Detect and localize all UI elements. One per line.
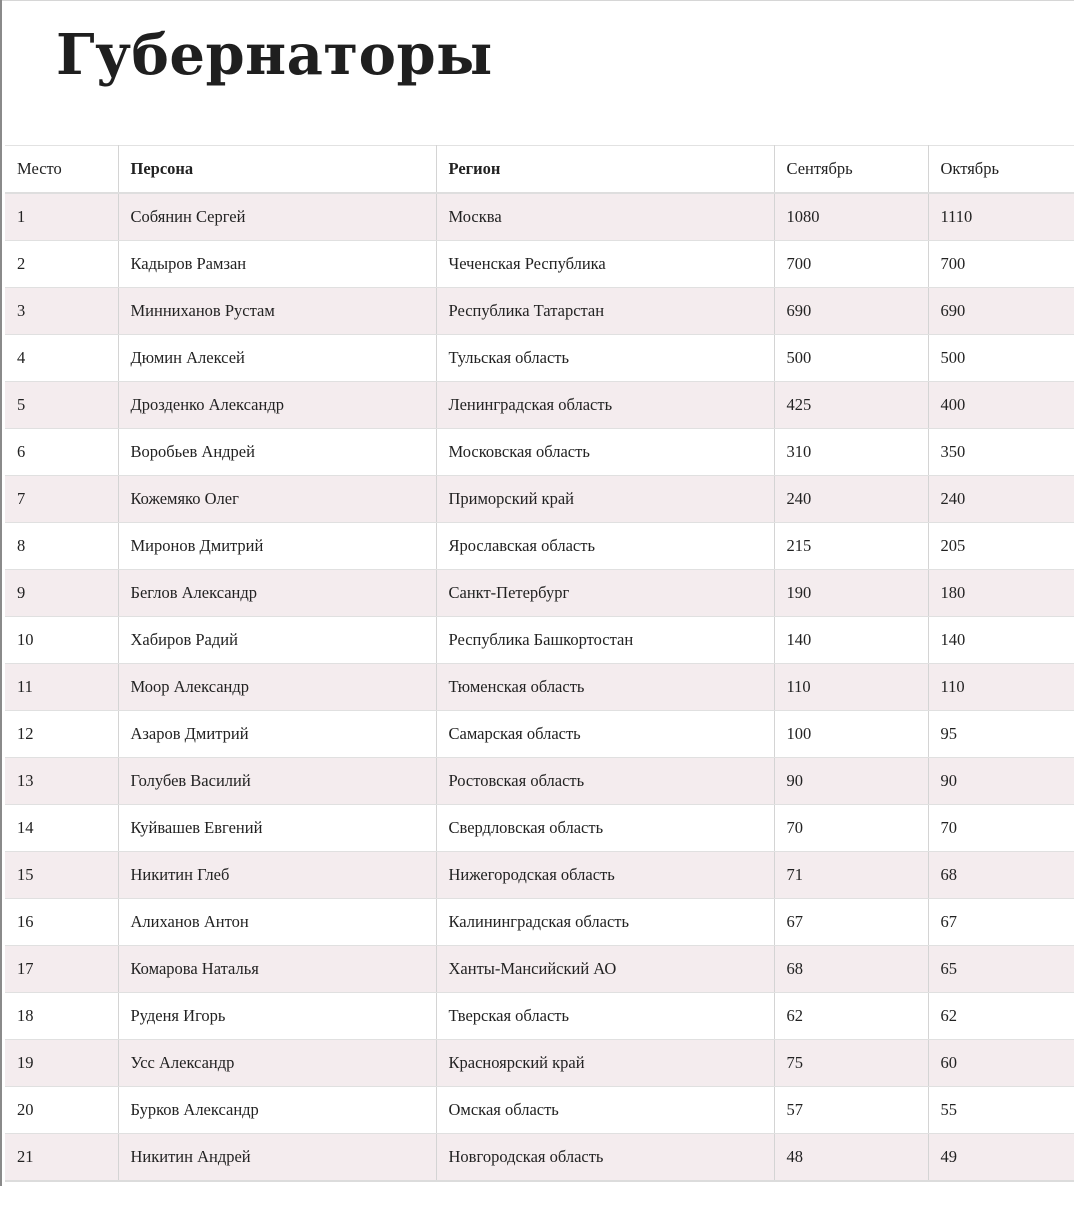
cell-october: 65 xyxy=(928,946,1074,993)
cell-october: 95 xyxy=(928,711,1074,758)
cell-region: Самарская область xyxy=(436,711,774,758)
table-row xyxy=(5,899,1074,946)
cell-october: 205 xyxy=(928,523,1074,570)
cell-october: 700 xyxy=(928,241,1074,288)
cell-october: 68 xyxy=(928,852,1074,899)
cell-october: 1110 xyxy=(928,193,1074,241)
table-row xyxy=(5,805,1074,852)
cell-september: 110 xyxy=(774,664,928,711)
cell-place: 19 xyxy=(5,1040,118,1087)
cell-region: Республика Башкортостан xyxy=(436,617,774,664)
cell-september: 1080 xyxy=(774,193,928,241)
cell-september: 215 xyxy=(774,523,928,570)
cell-person: Руденя Игорь xyxy=(118,993,436,1040)
cell-october: 110 xyxy=(928,664,1074,711)
cell-october: 240 xyxy=(928,476,1074,523)
cell-region: Санкт-Петербург xyxy=(436,570,774,617)
table-row xyxy=(5,617,1074,664)
cell-region: Москва xyxy=(436,193,774,241)
cell-person: Минниханов Рустам xyxy=(118,288,436,335)
cell-september: 75 xyxy=(774,1040,928,1087)
cell-place: 18 xyxy=(5,993,118,1040)
table-row xyxy=(5,664,1074,711)
cell-person: Хабиров Радий xyxy=(118,617,436,664)
cell-person: Никитин Глеб xyxy=(118,852,436,899)
table-row xyxy=(5,993,1074,1040)
cell-october: 70 xyxy=(928,805,1074,852)
table-row xyxy=(5,193,1074,241)
cell-region: Красноярский край xyxy=(436,1040,774,1087)
cell-person: Кожемяко Олег xyxy=(118,476,436,523)
cell-september: 240 xyxy=(774,476,928,523)
cell-person: Никитин Андрей xyxy=(118,1134,436,1182)
header-region: Регион xyxy=(436,146,774,194)
cell-place: 6 xyxy=(5,429,118,476)
cell-person: Комарова Наталья xyxy=(118,946,436,993)
cell-region: Омская область xyxy=(436,1087,774,1134)
cell-september: 310 xyxy=(774,429,928,476)
table-header xyxy=(5,146,1074,194)
cell-region: Свердловская область xyxy=(436,805,774,852)
cell-place: 1 xyxy=(5,193,118,241)
cell-person: Дюмин Алексей xyxy=(118,335,436,382)
table-row xyxy=(5,523,1074,570)
cell-person: Алиханов Антон xyxy=(118,899,436,946)
cell-september: 68 xyxy=(774,946,928,993)
table-row xyxy=(5,758,1074,805)
cell-october: 49 xyxy=(928,1134,1074,1182)
cell-september: 62 xyxy=(774,993,928,1040)
cell-place: 10 xyxy=(5,617,118,664)
table-row xyxy=(5,429,1074,476)
cell-person: Усс Александр xyxy=(118,1040,436,1087)
cell-region: Новгородская область xyxy=(436,1134,774,1182)
table-row xyxy=(5,288,1074,335)
table-row xyxy=(5,711,1074,758)
cell-october: 55 xyxy=(928,1087,1074,1134)
cell-october: 350 xyxy=(928,429,1074,476)
cell-september: 425 xyxy=(774,382,928,429)
cell-september: 500 xyxy=(774,335,928,382)
cell-region: Приморский край xyxy=(436,476,774,523)
cell-person: Кадыров Рамзан xyxy=(118,241,436,288)
cell-september: 700 xyxy=(774,241,928,288)
cell-person: Миронов Дмитрий xyxy=(118,523,436,570)
table-row xyxy=(5,241,1074,288)
header-row xyxy=(5,146,1074,194)
cell-place: 17 xyxy=(5,946,118,993)
page-title: Губернаторы xyxy=(56,22,493,88)
cell-place: 16 xyxy=(5,899,118,946)
header-september: Сентябрь xyxy=(774,146,928,194)
cell-september: 90 xyxy=(774,758,928,805)
cell-september: 190 xyxy=(774,570,928,617)
cell-place: 5 xyxy=(5,382,118,429)
cell-region: Тверская область xyxy=(436,993,774,1040)
cell-october: 500 xyxy=(928,335,1074,382)
cell-region: Ростовская область xyxy=(436,758,774,805)
cell-october: 180 xyxy=(928,570,1074,617)
cell-september: 71 xyxy=(774,852,928,899)
cell-place: 2 xyxy=(5,241,118,288)
cell-october: 90 xyxy=(928,758,1074,805)
cell-place: 13 xyxy=(5,758,118,805)
table-row xyxy=(5,946,1074,993)
cell-region: Московская область xyxy=(436,429,774,476)
header-place: Место xyxy=(5,146,118,194)
cell-person: Беглов Александр xyxy=(118,570,436,617)
cell-place: 15 xyxy=(5,852,118,899)
governors-rating-table xyxy=(5,145,1074,1182)
cell-region: Тульская область xyxy=(436,335,774,382)
cell-october: 690 xyxy=(928,288,1074,335)
header-person: Персона xyxy=(118,146,436,194)
cell-september: 100 xyxy=(774,711,928,758)
cell-place: 20 xyxy=(5,1087,118,1134)
cell-person: Куйвашев Евгений xyxy=(118,805,436,852)
left-border xyxy=(0,0,2,1186)
cell-place: 4 xyxy=(5,335,118,382)
table-row xyxy=(5,1134,1074,1182)
cell-october: 62 xyxy=(928,993,1074,1040)
cell-october: 140 xyxy=(928,617,1074,664)
cell-october: 60 xyxy=(928,1040,1074,1087)
cell-person: Воробьев Андрей xyxy=(118,429,436,476)
cell-region: Ленинградская область xyxy=(436,382,774,429)
cell-place: 11 xyxy=(5,664,118,711)
cell-place: 8 xyxy=(5,523,118,570)
table-row xyxy=(5,852,1074,899)
table-row xyxy=(5,382,1074,429)
table-row xyxy=(5,335,1074,382)
cell-september: 57 xyxy=(774,1087,928,1134)
cell-place: 3 xyxy=(5,288,118,335)
cell-region: Нижегородская область xyxy=(436,852,774,899)
table-row xyxy=(5,476,1074,523)
top-border xyxy=(0,0,1074,1)
cell-region: Чеченская Республика xyxy=(436,241,774,288)
cell-person: Дрозденко Александр xyxy=(118,382,436,429)
cell-september: 67 xyxy=(774,899,928,946)
table-body xyxy=(5,193,1074,1181)
cell-region: Калининградская область xyxy=(436,899,774,946)
cell-september: 140 xyxy=(774,617,928,664)
cell-october: 400 xyxy=(928,382,1074,429)
cell-place: 9 xyxy=(5,570,118,617)
cell-place: 14 xyxy=(5,805,118,852)
cell-september: 70 xyxy=(774,805,928,852)
table-row xyxy=(5,570,1074,617)
table-row xyxy=(5,1040,1074,1087)
cell-person: Собянин Сергей xyxy=(118,193,436,241)
cell-september: 690 xyxy=(774,288,928,335)
cell-person: Моор Александр xyxy=(118,664,436,711)
cell-place: 12 xyxy=(5,711,118,758)
cell-place: 21 xyxy=(5,1134,118,1182)
cell-region: Ханты-Мансийский АО xyxy=(436,946,774,993)
cell-october: 67 xyxy=(928,899,1074,946)
cell-september: 48 xyxy=(774,1134,928,1182)
header-october: Октябрь xyxy=(928,146,1074,194)
cell-region: Республика Татарстан xyxy=(436,288,774,335)
cell-region: Ярославская область xyxy=(436,523,774,570)
cell-place: 7 xyxy=(5,476,118,523)
cell-person: Бурков Александр xyxy=(118,1087,436,1134)
cell-region: Тюменская область xyxy=(436,664,774,711)
cell-person: Голубев Василий xyxy=(118,758,436,805)
table-row xyxy=(5,1087,1074,1134)
cell-person: Азаров Дмитрий xyxy=(118,711,436,758)
